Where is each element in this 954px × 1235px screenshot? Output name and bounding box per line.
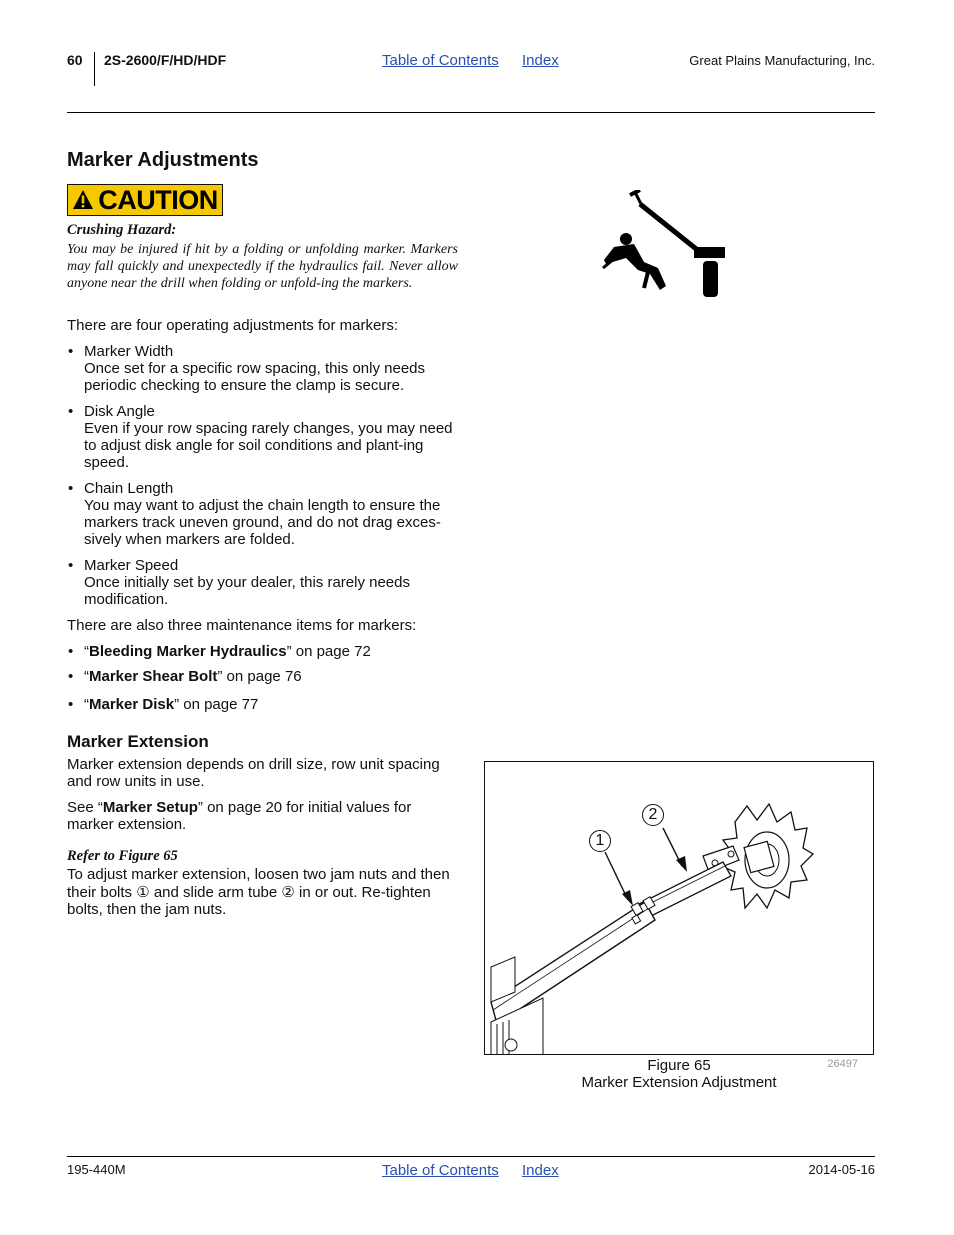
figure-label: Figure 65 <box>647 1057 711 1074</box>
header-divider <box>94 52 95 86</box>
adjustment-name: • Chain Length <box>84 480 174 497</box>
list-item <box>67 343 459 394</box>
extension-paragraph: Marker extension depends on drill size, row unit spacing and row units in use. <box>67 756 440 790</box>
footer-index-link[interactable]: Index <box>522 1162 559 1179</box>
doc-number: 195-440M <box>67 1162 126 1177</box>
adjustment-desc: Even if your row spacing rarely changes, you may need to adjust disk angle for soil conditions and plant-ing speed. <box>84 420 453 471</box>
adjustment-name: • Marker Width <box>84 343 174 360</box>
adjustment-desc: You may want to adjust the chain length to ensure the markers track uneven ground, and do not drag exces-sively when markers are folded. <box>84 497 441 548</box>
list-item[interactable]: • “Bleeding Marker Hydraulics” on page 72 <box>67 643 459 660</box>
cross-reference[interactable]: Bleeding Marker Hydraulics <box>89 643 287 660</box>
adjustment-desc: Once set for a specific row spacing, this only needs periodic checking to ensure the clamp is secure. <box>84 360 426 394</box>
header-index-link[interactable]: Index <box>522 52 559 69</box>
setup-reference: See “Marker Setup” on page 20 for initial values for marker extension. <box>67 799 412 833</box>
cross-reference[interactable]: Marker Disk <box>89 696 175 713</box>
marker-extension-illustration <box>485 762 874 1055</box>
page-number: 60 <box>67 52 83 68</box>
hazard-title: Crushing Hazard: <box>67 222 177 238</box>
caution-text: CAUTION <box>98 184 218 215</box>
list-item <box>67 557 459 608</box>
list-item[interactable]: • “Marker Shear Bolt” on page 76 <box>67 668 459 685</box>
hazard-text: You may be injured if hit by a folding or unfolding marker. Markers may fall quickly and unexpectedly if the hydraulics fail. Never allow anyone near the drill when folding or unfold-ing the markers. <box>67 242 458 291</box>
callout-1: ① <box>136 883 150 901</box>
figure-reference[interactable]: Refer to Figure 65 <box>67 848 178 864</box>
footer-rule <box>67 1156 875 1157</box>
callout-2: ② <box>281 883 295 901</box>
figure-caption: Marker Extension Adjustment <box>581 1074 777 1091</box>
adjustment-name: • Marker Speed <box>84 557 179 574</box>
maintenance-intro: There are also three maintenance items for markers: <box>67 617 417 634</box>
list-item <box>67 403 459 471</box>
crushing-hazard-pictogram <box>600 190 730 302</box>
company-name: Great Plains Manufacturing, Inc. <box>689 53 875 68</box>
adjustments-list <box>67 343 459 608</box>
adjustment-name: • Disk Angle <box>84 403 155 420</box>
callout-circle-1: 1 <box>589 830 611 852</box>
list-item[interactable]: • “Marker Disk” on page 77 <box>67 696 459 713</box>
cross-reference[interactable]: Marker Shear Bolt <box>89 668 218 685</box>
maintenance-list <box>67 643 459 713</box>
image-number: 26497 <box>827 1058 858 1070</box>
figure-65 <box>484 761 874 1055</box>
header-rule <box>67 112 875 113</box>
adjust-instructions: To adjust marker extension, loosen two jam nuts and then their bolts ① and slide arm tube ② in or out. Re-tighten bolts, then the jam nuts. <box>67 866 450 918</box>
section-title: Marker Adjustments <box>67 149 259 171</box>
footer-toc-link[interactable]: Table of Contents <box>382 1162 499 1179</box>
publish-date: 2014-05-16 <box>808 1162 875 1177</box>
model-title: 2S-2600/F/HD/HDF <box>104 52 227 68</box>
cross-reference[interactable]: Marker Setup <box>102 799 198 816</box>
adjustment-desc: Once initially set by your dealer, this rarely needs modification. <box>84 574 410 608</box>
callout-circle-2: 2 <box>642 804 664 826</box>
list-item <box>67 480 459 548</box>
subsection-title: Marker Extension <box>67 732 209 751</box>
caution-label <box>67 184 223 216</box>
warning-triangle-icon <box>72 189 94 211</box>
header-toc-link[interactable]: Table of Contents <box>382 52 499 69</box>
adjustments-intro: There are four operating adjustments for markers: <box>67 317 398 334</box>
